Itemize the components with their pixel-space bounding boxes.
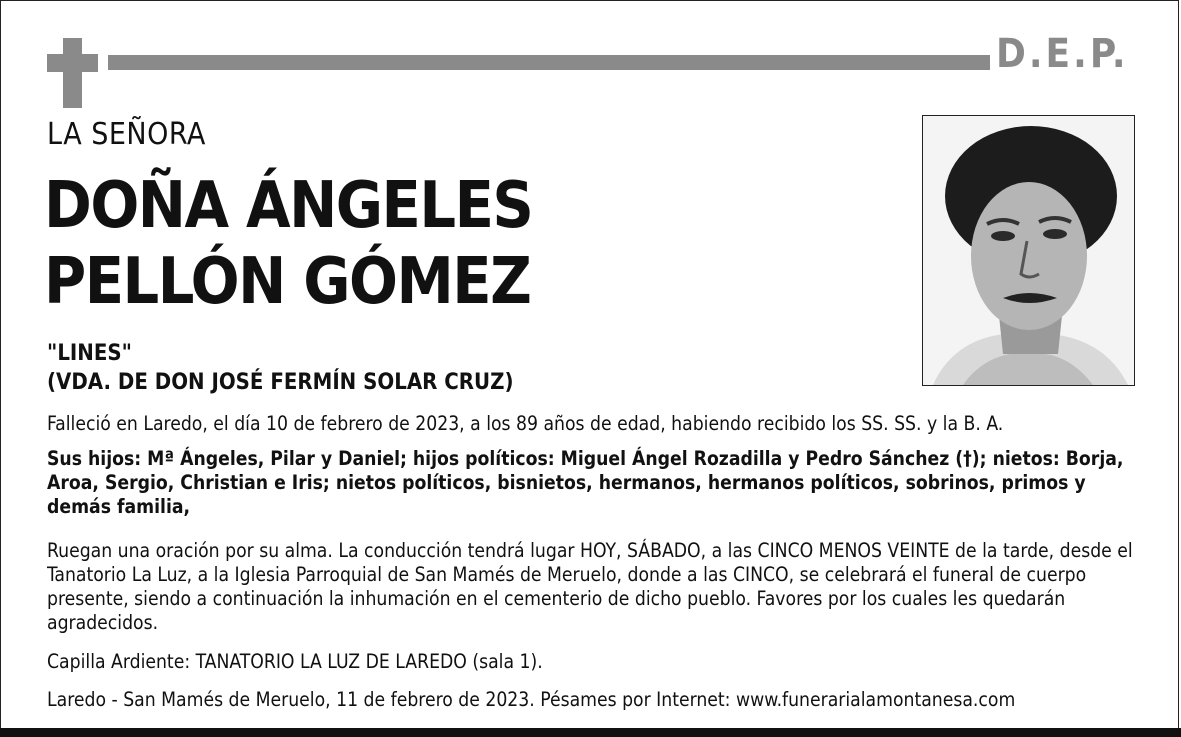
family-list: Sus hijos: Mª Ángeles, Pilar y Daniel; hijos políticos: Miguel Ángel Rozadilla y Pedro Sánchez (†); nietos: Borja, Aroa, Sergio, Christian e Iris; nietos políticos, bisnietos, hermanos, hermanos políticos, sobrinos, primos y demás familia, xyxy=(47,447,1124,518)
widow-of: (VDA. DE DON JOSÉ FERMÍN SOLAR CRUZ) xyxy=(47,370,514,395)
deceased-nickname: "LINES" xyxy=(47,341,132,366)
header-rule xyxy=(108,55,990,70)
dep-label: D.E.P. xyxy=(996,31,1129,77)
bottom-rule xyxy=(0,728,1181,737)
portrait-photo xyxy=(922,115,1135,386)
deceased-name-line1: DOÑA ÁNGELES xyxy=(44,169,533,243)
death-info: Falleció en Laredo, el día 10 de febrero de 2023, a los 89 años de edad, habiendo recibido los SS. SS. y la B. A. xyxy=(47,412,1004,435)
deceased-name xyxy=(44,168,532,320)
cross-icon xyxy=(63,38,82,108)
ceremony-info: Ruegan una oración por su alma. La conducción tendrá lugar HOY, SÁBADO, a las CINCO MENOS VEINTE de la tarde, desde el Tanatorio La Luz, a la Iglesia Parroquial de San Mamés de Meruelo, donde a las CINCO, se celebrará el funeral de cuerpo presente, siendo a continuación la inhumación en el cementerio de dicho pueblo. Favores por los cuales les quedarán agradecidos. xyxy=(47,539,1133,634)
portrait-image xyxy=(923,116,1134,385)
deceased-name-line2: PELLÓN GÓMEZ xyxy=(44,245,531,319)
cross-icon-bar xyxy=(47,54,98,72)
chapel-info: Capilla Ardiente: TANATORIO LA LUZ DE LAREDO (sala 1). xyxy=(47,650,543,673)
footer-condolences: Laredo - San Mamés de Meruelo, 11 de febrero de 2023. Pésames por Internet: www.funerarialamontanesa.com xyxy=(47,688,1016,711)
deceased-prefix: LA SEÑORA xyxy=(47,117,206,152)
